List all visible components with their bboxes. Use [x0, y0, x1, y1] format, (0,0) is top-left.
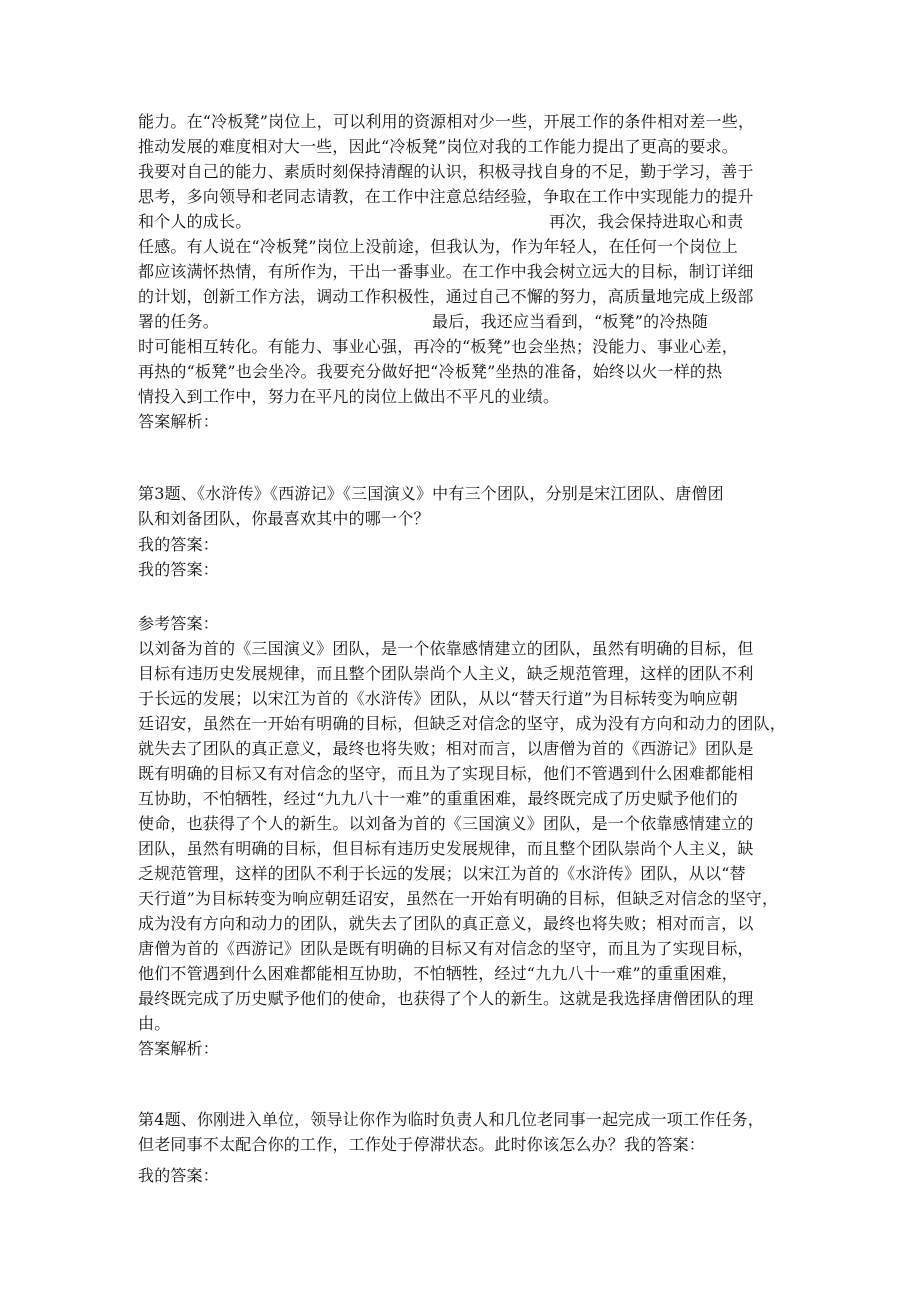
- answer-analysis-label: 答案解析：: [138, 412, 220, 431]
- reference-answer-line: 最终既完成了历史赋予他们的使命，也获得了个人的新生。这就是我选择唐僧团队的理: [138, 989, 754, 1008]
- prev-answer-line: 推动发展的难度相对大一些，因此“冷板凳”岗位对我的工作能力提出了更高的要求。: [138, 137, 738, 156]
- prev-answer-line: 情投入到工作中，努力在平凡的岗位上做出不平凡的业绩。: [138, 387, 560, 406]
- reference-answer-line: 天行道”为目标转变为响应朝廷诏安，虽然在一开始有明确的目标，但缺乏对信念的坚守，: [138, 889, 779, 908]
- reference-answer-label: 参考答案：: [138, 614, 220, 633]
- prev-answer-line: 再热的“板凳”也会坐冷。我要充分做好把“冷板凳”坐热的准备，始终以火一样的热: [138, 362, 723, 381]
- reference-answer-line: 他们不管遇到什么困难都能相互协助，不怕牺牲，经过“九九八十一难”的重重困难，: [138, 964, 738, 983]
- reference-answer-line: 于长远的发展；以宋江为首的《水浒传》团队，从以“替天行道”为目标转变为响应朝: [138, 689, 738, 708]
- question-4-text: 第4题、你刚进入单位，领导让你作为临时负责人和几位老同事一起完成一项工作任务，: [138, 1110, 764, 1129]
- my-answer-label: 我的答案：: [138, 1166, 220, 1185]
- prev-answer-line: 署的任务。: [138, 312, 220, 331]
- reference-answer-line: 互协助，不怕牺牲，经过“九九八十一难”的重重困难，最终既完成了历史赋予他们的: [138, 789, 738, 808]
- reference-answer-line: 团队，虽然有明确的目标，但目标有违历史发展规律，而且整个团队崇尚个人主义，缺: [138, 839, 754, 858]
- prev-answer-line: 最后，我还应当看到，“板凳”的冷热随: [432, 312, 708, 331]
- reference-answer-line: 以刘备为首的《三国演义》团队，是一个依靠感情建立的团队，虽然有明确的目标，但: [138, 639, 754, 658]
- reference-answer-line: 廷诏安，虽然在一开始有明确的目标，但缺乏对信念的坚守，成为没有方向和动力的团队，: [138, 714, 787, 733]
- question-4-text: 但老同事不太配合你的工作，工作处于停滞状态。此时你该怎么办？我的答案：: [138, 1135, 706, 1154]
- reference-answer-line: 成为没有方向和动力的团队，就失去了团队的真正意义，最终也将失败；相对而言，以: [138, 914, 754, 933]
- prev-answer-line: 都应该满怀热情，有所作为，干出一番事业。在工作中我会树立远大的目标，制订详细: [138, 262, 754, 281]
- prev-answer-line: 思考，多向领导和老同志请教，在工作中注意总结经验，争取在工作中实现能力的提升: [138, 187, 754, 206]
- prev-answer-line: 再次，我会保持进取心和责: [549, 212, 744, 231]
- my-answer-label: 我的答案：: [138, 560, 220, 579]
- my-answer-label: 我的答案：: [138, 535, 220, 554]
- prev-answer-line: 的计划，创新工作方法，调动工作积极性，通过自己不懈的努力，高质量地完成上级部: [138, 287, 754, 306]
- question-3-text: 第3题、《水浒传》《西游记》《三国演义》中有三个团队，分别是宋江团队、唐僧团: [138, 484, 724, 503]
- reference-answer-line: 目标有违历史发展规律，而且整个团队崇尚个人主义，缺乏规范管理，这样的团队不利: [138, 664, 754, 683]
- reference-answer-line: 就失去了团队的真正意义，最终也将失败；相对而言，以唐僧为首的《西游记》团队是: [138, 739, 754, 758]
- reference-answer-line: 由。: [138, 1014, 171, 1033]
- prev-answer-line: 能力。在“冷板凳”岗位上，可以利用的资源相对少一些，开展工作的条件相对差一些，: [138, 112, 755, 131]
- question-3-text: 队和刘备团队，你最喜欢其中的哪一个？: [138, 509, 430, 528]
- reference-answer-line: 乏规范管理，这样的团队不利于长远的发展；以宋江为首的《水浒传》团队，从以“替: [138, 864, 746, 883]
- prev-answer-line: 我要对自己的能力、素质时刻保持清醒的认识，积极寻找自身的不足，勤于学习，善于: [138, 162, 754, 181]
- reference-answer-line: 使命，也获得了个人的新生。以刘备为首的《三国演义》团队，是一个依靠感情建立的: [138, 814, 754, 833]
- prev-answer-line: 时可能相互转化。有能力、事业心强，再冷的“板凳”也会坐热；没能力、事业心差，: [138, 337, 738, 356]
- reference-answer-line: 既有明确的目标又有对信念的坚守，而且为了实现目标，他们不管遇到什么困难都能相: [138, 764, 754, 783]
- reference-answer-line: 唐僧为首的《西游记》团队是既有明确的目标又有对信念的坚守，而且为了实现目标，: [138, 939, 754, 958]
- answer-analysis-label: 答案解析：: [138, 1039, 220, 1058]
- prev-answer-line: 和个人的成长。: [138, 212, 252, 231]
- prev-answer-line: 任感。有人说在“冷板凳”岗位上没前途，但我认为，作为年轻人，在任何一个岗位上: [138, 237, 738, 256]
